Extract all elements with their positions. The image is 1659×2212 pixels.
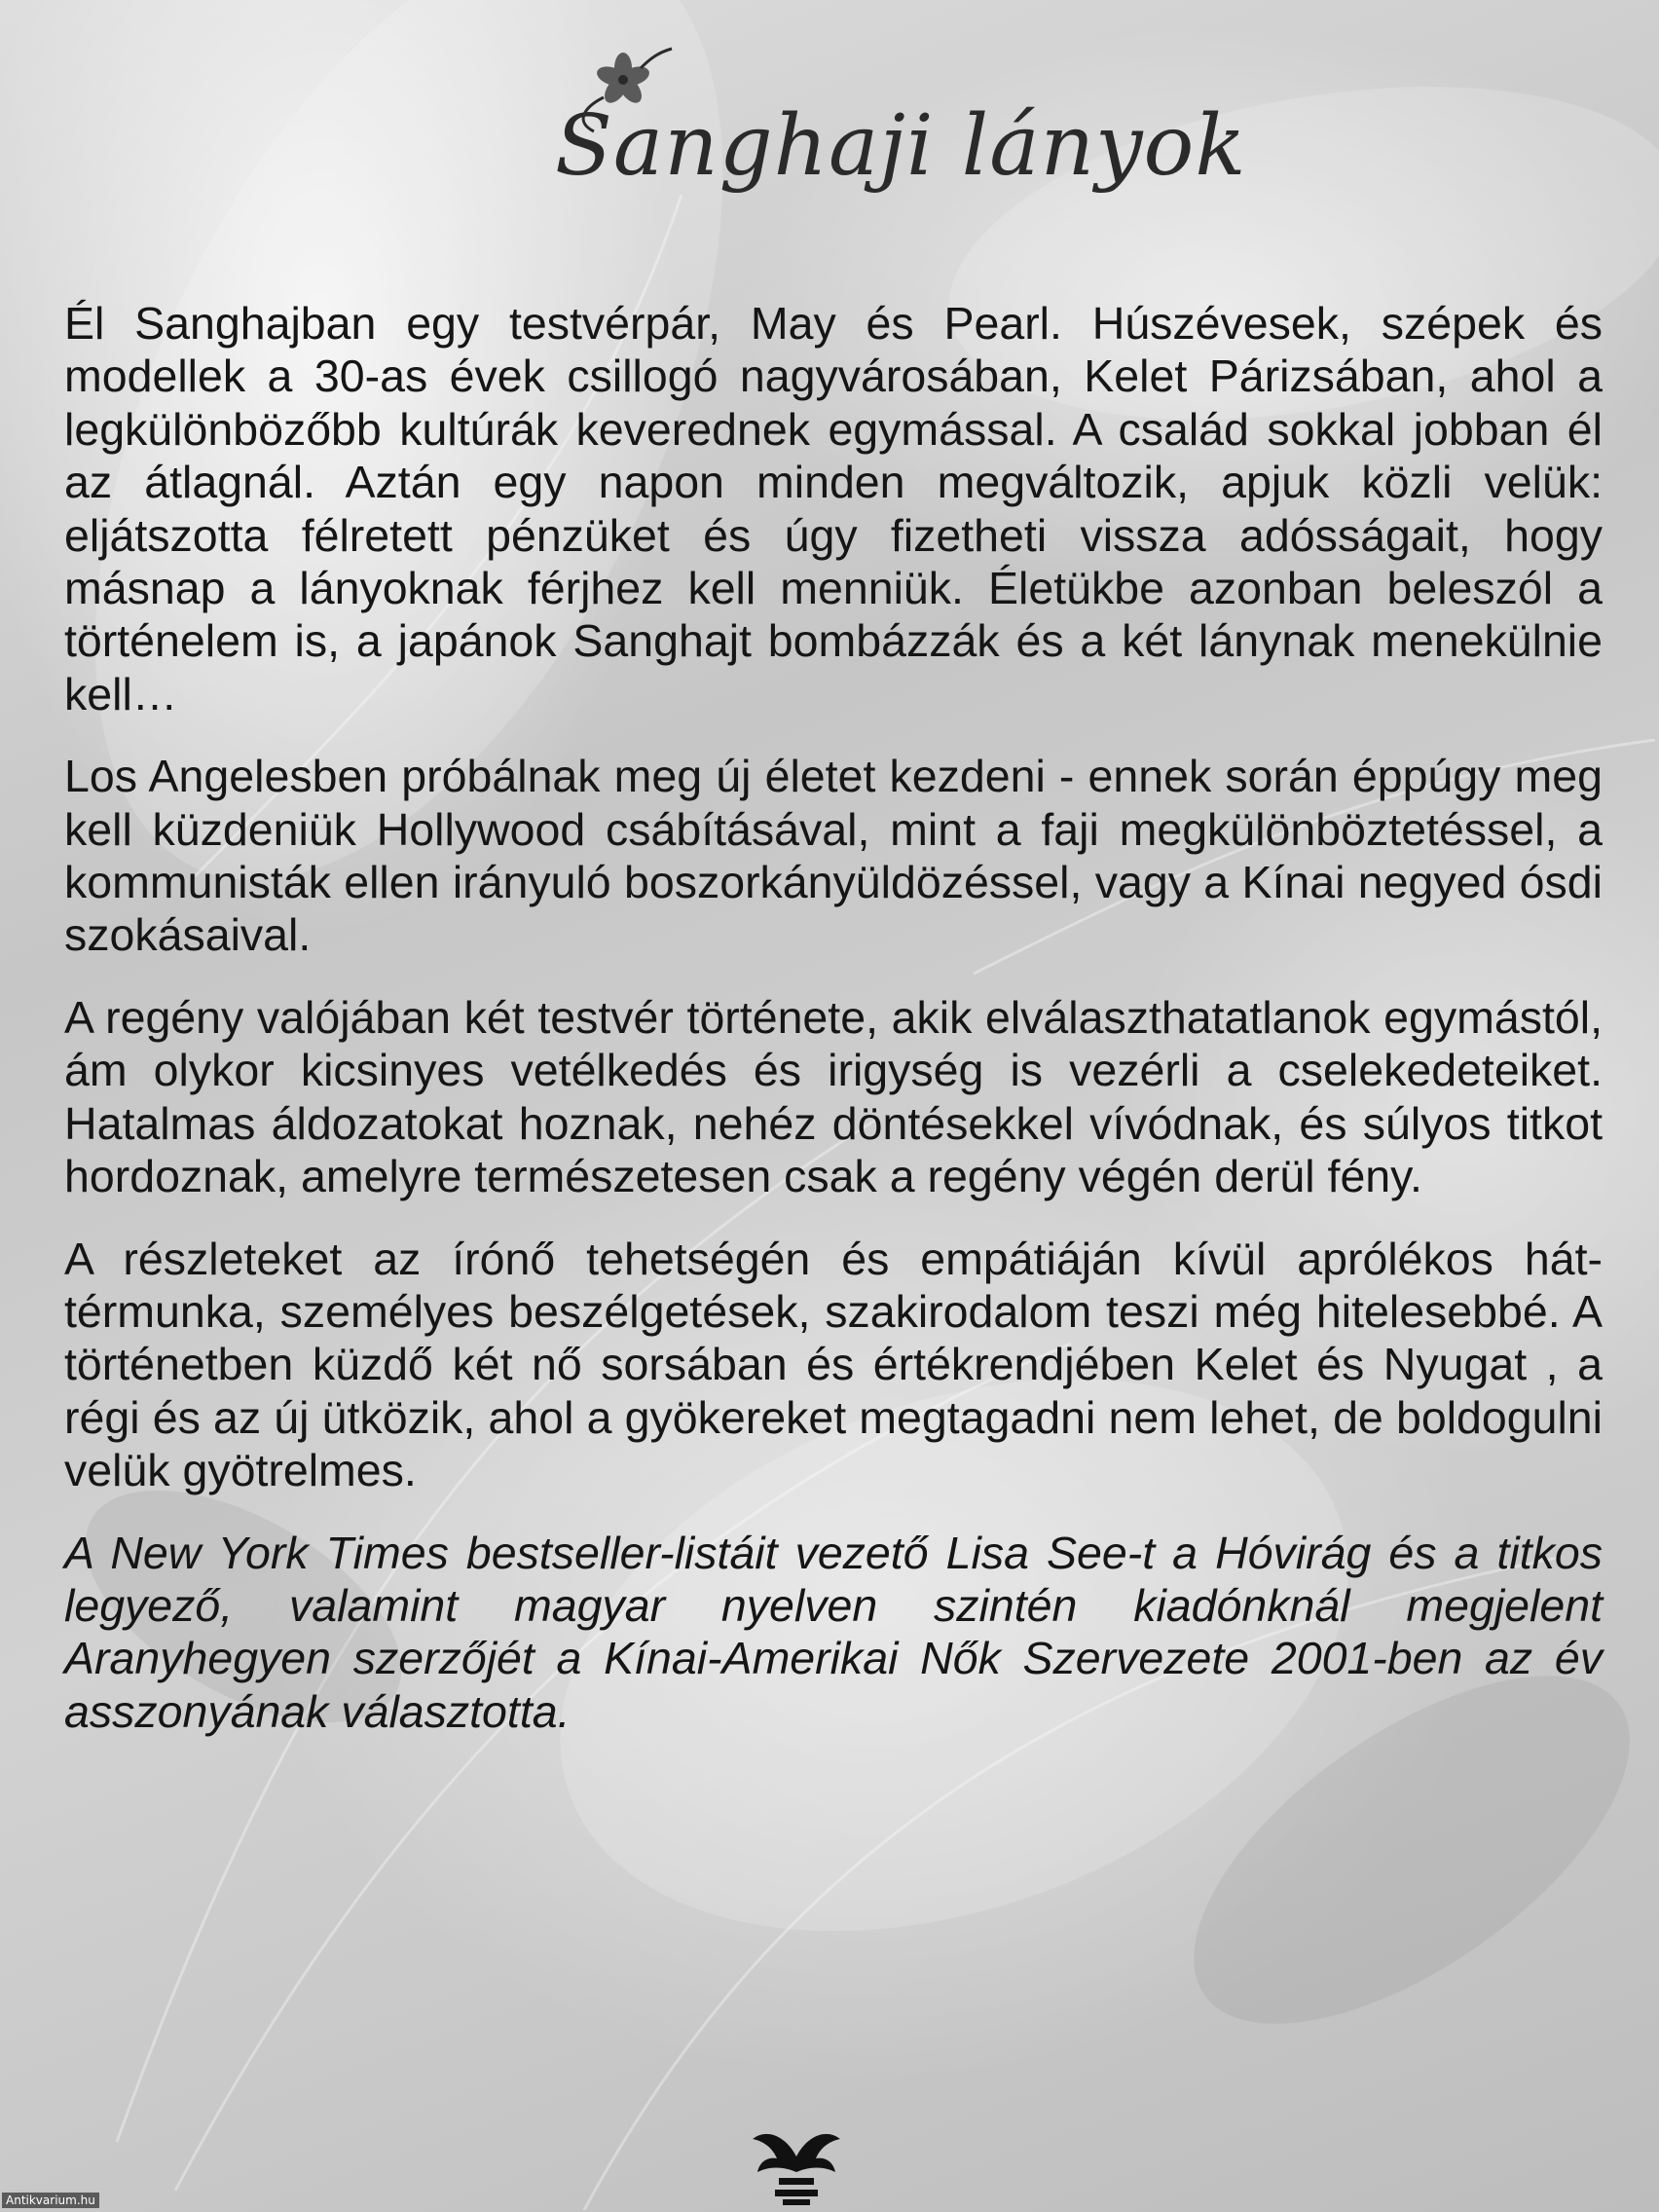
author-note: A New York Times bestseller-listáit vezető Lisa See-t a Hóvirág és a titkos legyező, valamint magyar nyelven szintén kiadónknál megjelent Aranyhegyen szerzőjét a Kínai-Amerikai Nők Szervezete 2001-ben az év asszonyának választotta. [64, 1527, 1603, 1737]
book-title-logo [526, 39, 1247, 214]
publisher-logo-icon [748, 2118, 845, 2205]
watermark-label: Antikvarium.hu [2, 2193, 99, 2208]
blurb-paragraph: Los Angelesben próbálnak meg új életet kezdeni - ennek során éppúgy meg kell küzdeniük Hollywood csábításával, mint a faji megkülönböztetéssel, a kommunisták ellen irányuló boszorkányüldözéssel, vagy a Kínai negyed ósdi szokásaival. [64, 751, 1603, 961]
blurb-text [64, 297, 1603, 1767]
blurb-paragraph: A regény valójában két testvér története, akik elválaszthatatlanok egymástól, ám olykor kicsinyes vetélkedés és irigység is vezérli a cselekedeteiket. Hatalmas áldozatokat hoznak, nehéz döntésekkel vívódnak, és súlyos titkot hordoznak, amelyre természetesen csak a regény végén derül fény. [64, 991, 1603, 1202]
book-title: Sanghaji lányok [555, 97, 1247, 195]
blurb-paragraph: Él Sanghajban egy testvérpár, May és Pearl. Húszévesek, szépek és modellek a 30-as évek csillogó nagyvárosában, Kelet Párizsában, ahol a legkülönbözőbb kultúrák keverednek egymással. A család sokkal jobban él az átlagnál. Aztán egy napon minden megváltozik, apjuk közli velük: eljátszotta félretett pénzüket és úgy fizetheti vissza adósságait, hogy másnap a lányoknak férjhez kell menniük. Életükbe azonban beleszól a történelem is, a japánok Sanghajt bombázzák és a két lánynak menekülnie kell… [64, 298, 1603, 719]
blurb-paragraph: A részleteket az írónő tehetségén és empátiáján kívül aprólékos háttérmunka, személyes beszélgetések, szakirodalom teszi még hitelesebbé. A történetben küzdő két nő sorsában és értékrendjében Kelet és Nyugat , a régi és az új ütközik, ahol a gyökereket megtagadni nem lehet, de boldogulni velük gyötrelmes. [64, 1233, 1603, 1496]
